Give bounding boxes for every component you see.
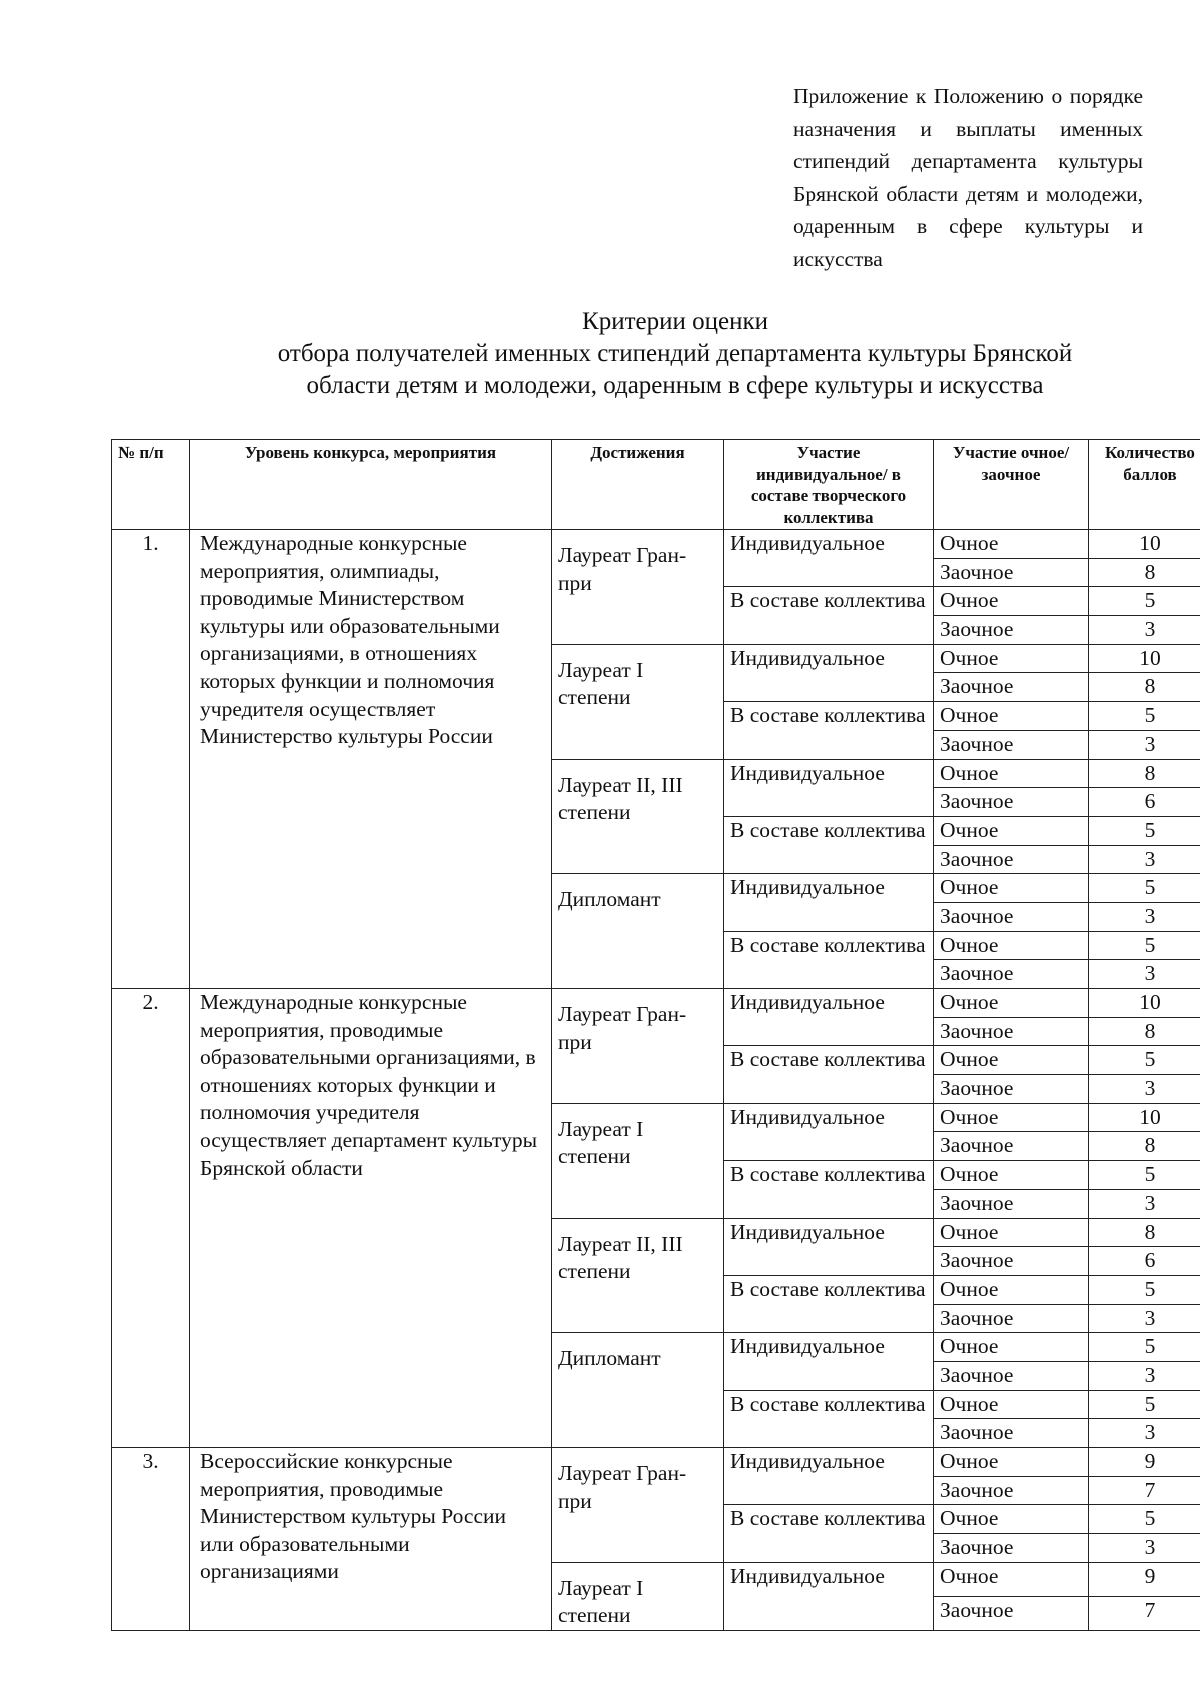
points-cell: 6: [1089, 788, 1200, 817]
points-cell: 5: [1089, 1046, 1200, 1075]
participation-mode-cell: Заочное: [934, 1017, 1089, 1046]
points-cell: 7: [1089, 1476, 1200, 1505]
points-cell: 5: [1089, 931, 1200, 960]
competition-level: Международные конкурсные мероприятия, олимпиады, проводимые Министерством культуры или образовательными организациями, в отношениях которых функции и полномочия учредителя осуществляет Министерство культуры России: [190, 530, 552, 989]
participation-mode-cell: Очное: [934, 1218, 1089, 1247]
participation-mode-cell: Заочное: [934, 1534, 1089, 1563]
participation-mode-cell: Заочное: [934, 1361, 1089, 1390]
section-number: 1.: [112, 530, 190, 989]
participation-type-cell: В составе коллектива: [724, 1390, 934, 1447]
participation-mode-cell: Заочное: [934, 960, 1089, 989]
points-cell: 3: [1089, 960, 1200, 989]
participation-mode-cell: Заочное: [934, 1476, 1089, 1505]
points-cell: 5: [1089, 587, 1200, 616]
points-cell: 8: [1089, 673, 1200, 702]
achievement-cell: Лауреат Гран-при: [552, 989, 724, 1104]
participation-mode-cell: Заочное: [934, 788, 1089, 817]
participation-type-cell: В составе коллектива: [724, 702, 934, 759]
criteria-table: [111, 439, 1200, 1631]
achievement-cell: Лауреат Гран-при: [552, 1448, 724, 1563]
points-cell: 5: [1089, 1275, 1200, 1304]
points-cell: 5: [1089, 1505, 1200, 1534]
participation-mode-cell: Очное: [934, 1275, 1089, 1304]
participation-type-cell: Индивидуальное: [724, 1448, 934, 1505]
participation-mode-cell: Очное: [934, 587, 1089, 616]
participation-type-cell: Индивидуальное: [724, 530, 934, 587]
criteria-table-body: [112, 530, 1200, 1631]
achievement-cell: Лауреат II, III степени: [552, 1218, 724, 1333]
points-cell: 5: [1089, 874, 1200, 903]
achievement-cell: Лауреат I степени: [552, 644, 724, 759]
participation-type-cell: В составе коллектива: [724, 1275, 934, 1332]
achievement-cell: Лауреат II, III степени: [552, 759, 724, 874]
points-cell: 3: [1089, 1419, 1200, 1448]
points-cell: 10: [1089, 530, 1200, 559]
participation-mode-cell: Очное: [934, 1161, 1089, 1190]
participation-mode-cell: Заочное: [934, 1247, 1089, 1276]
points-cell: 8: [1089, 1218, 1200, 1247]
participation-mode-cell: Очное: [934, 759, 1089, 788]
participation-type-cell: В составе коллектива: [724, 1161, 934, 1218]
participation-mode-cell: Заочное: [934, 558, 1089, 587]
participation-mode-cell: Очное: [934, 989, 1089, 1018]
participation-mode-cell: Очное: [934, 931, 1089, 960]
participation-type-cell: В составе коллектива: [724, 816, 934, 873]
participation-mode-cell: Заочное: [934, 1075, 1089, 1104]
points-cell: 3: [1089, 1189, 1200, 1218]
title-line-1: Критерии оценки: [582, 308, 768, 335]
points-cell: 5: [1089, 702, 1200, 731]
header-mode: Участие очное/заочное: [934, 440, 1089, 530]
points-cell: 3: [1089, 730, 1200, 759]
points-cell: 8: [1089, 759, 1200, 788]
points-cell: 3: [1089, 845, 1200, 874]
points-cell: 9: [1089, 1562, 1200, 1596]
participation-mode-cell: Заочное: [934, 730, 1089, 759]
achievement-cell: Дипломант: [552, 1333, 724, 1448]
participation-type-cell: Индивидуальное: [724, 1103, 934, 1160]
achievement-cell: Лауреат I степени: [552, 1103, 724, 1218]
header-achievement: Достижения: [552, 440, 724, 530]
competition-level: Всероссийские конкурсные мероприятия, проводимые Министерством культуры России или образовательными организациями: [190, 1448, 552, 1631]
title-line-3: области детям и молодежи, одаренным в сфере культуры и искусства: [306, 372, 1044, 399]
points-cell: 9: [1089, 1448, 1200, 1477]
points-cell: 10: [1089, 989, 1200, 1018]
participation-mode-cell: Очное: [934, 1390, 1089, 1419]
title-line-2: отбора получателей именных стипендий департамента культуры Брянской: [277, 340, 1073, 367]
achievement-cell: Лауреат I степени: [552, 1562, 724, 1630]
achievement-cell: Дипломант: [552, 874, 724, 989]
table-row: [112, 1448, 1200, 1477]
participation-mode-cell: Заочное: [934, 1304, 1089, 1333]
section-number: 2.: [112, 989, 190, 1448]
points-cell: 3: [1089, 616, 1200, 645]
points-cell: 10: [1089, 1103, 1200, 1132]
participation-mode-cell: Заочное: [934, 902, 1089, 931]
participation-mode-cell: Очное: [934, 1448, 1089, 1477]
participation-mode-cell: Очное: [934, 1333, 1089, 1362]
participation-mode-cell: Заочное: [934, 616, 1089, 645]
participation-type-cell: В составе коллектива: [724, 1505, 934, 1562]
participation-mode-cell: Заочное: [934, 845, 1089, 874]
header-points: Количество баллов: [1089, 440, 1200, 530]
points-cell: 6: [1089, 1247, 1200, 1276]
participation-type-cell: В составе коллектива: [724, 1046, 934, 1103]
participation-mode-cell: Очное: [934, 816, 1089, 845]
points-cell: 8: [1089, 1017, 1200, 1046]
participation-type-cell: Индивидуальное: [724, 759, 934, 816]
participation-mode-cell: Заочное: [934, 1596, 1089, 1630]
points-cell: 7: [1089, 1596, 1200, 1630]
participation-mode-cell: Очное: [934, 530, 1089, 559]
header-number: № п/п: [112, 440, 190, 530]
table-row: [112, 530, 1200, 559]
participation-type-cell: В составе коллектива: [724, 587, 934, 644]
participation-type-cell: Индивидуальное: [724, 1218, 934, 1275]
participation-type-cell: Индивидуальное: [724, 1562, 934, 1630]
participation-mode-cell: Очное: [934, 1505, 1089, 1534]
participation-mode-cell: Заочное: [934, 1132, 1089, 1161]
points-cell: 5: [1089, 1161, 1200, 1190]
competition-level: Международные конкурсные мероприятия, проводимые образовательными организациями, в отношениях которых функции и полномочия учредителя осуществляет департамент культуры Брянской области: [190, 989, 552, 1448]
participation-mode-cell: Заочное: [934, 1419, 1089, 1448]
header-participation: Участие индивидуальное/ в составе творческого коллектива: [724, 440, 934, 530]
participation-type-cell: Индивидуальное: [724, 644, 934, 701]
table-row: [112, 989, 1200, 1018]
points-cell: 8: [1089, 558, 1200, 587]
points-cell: 3: [1089, 1075, 1200, 1104]
points-cell: 3: [1089, 1534, 1200, 1563]
participation-mode-cell: Очное: [934, 644, 1089, 673]
section-number: 3.: [112, 1448, 190, 1631]
participation-type-cell: Индивидуальное: [724, 989, 934, 1046]
participation-type-cell: Индивидуальное: [724, 1333, 934, 1390]
participation-type-cell: Индивидуальное: [724, 874, 934, 931]
participation-mode-cell: Заочное: [934, 673, 1089, 702]
points-cell: 5: [1089, 1333, 1200, 1362]
appendix-note: Приложение к Положению о порядке назначения и выплаты именных стипендий департамента культуры Брянской области детям и молодежи, одаренным в сфере культуры и искусства: [793, 84, 1143, 271]
participation-mode-cell: Очное: [934, 1103, 1089, 1132]
participation-type-cell: В составе коллектива: [724, 931, 934, 988]
points-cell: 8: [1089, 1132, 1200, 1161]
points-cell: 3: [1089, 1361, 1200, 1390]
points-cell: 3: [1089, 1304, 1200, 1333]
points-cell: 5: [1089, 1390, 1200, 1419]
points-cell: 10: [1089, 644, 1200, 673]
participation-mode-cell: Очное: [934, 702, 1089, 731]
participation-mode-cell: Очное: [934, 1046, 1089, 1075]
header-level: Уровень конкурса, мероприятия: [190, 440, 552, 530]
participation-mode-cell: Очное: [934, 1562, 1089, 1596]
document-title: [200, 306, 1150, 402]
points-cell: 5: [1089, 816, 1200, 845]
achievement-cell: Лауреат Гран-при: [552, 530, 724, 645]
participation-mode-cell: Заочное: [934, 1189, 1089, 1218]
points-cell: 3: [1089, 902, 1200, 931]
participation-mode-cell: Очное: [934, 874, 1089, 903]
